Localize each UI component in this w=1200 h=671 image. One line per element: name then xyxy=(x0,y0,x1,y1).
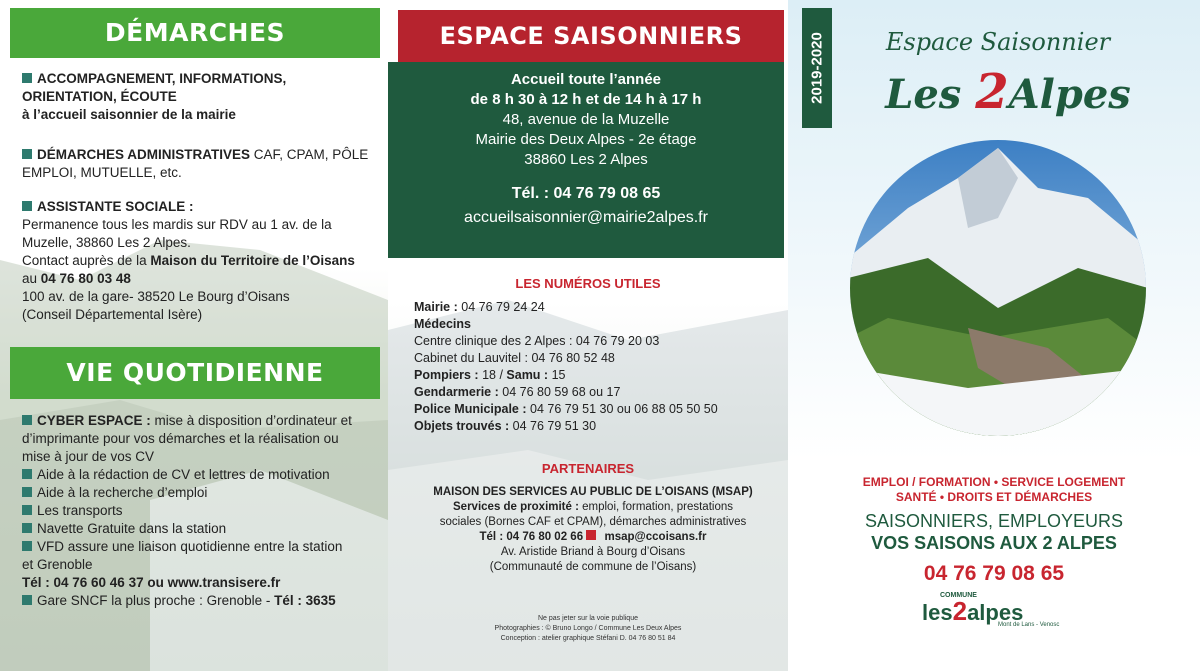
cover-phone: 04 76 79 08 65 xyxy=(923,562,1065,585)
assistante-block: ASSISTANTE SOCIALE : Permanence tous les mardis sur RDV au 1 av. de la Muzelle, 38860 Les 2 Alpes. Contact auprès de la Maison du Territoire de l’Oisans au 04 76 80 03 48 100 av. de la gare- 38520 Le Bourg d’Oisans (Conseil Départemental Isère) xyxy=(22,199,355,322)
numeros-utiles-list: Mairie : 04 76 79 24 24 Médecins Centre clinique des 2 Alpes : 04 76 79 20 03 Cabinet du Lauvitel : 04 76 80 52 48 Pompiers : 18 / Samu : 15 Gendarmerie : 04 76 80 59 68 ou 17 Police Municipale : 04 76 79 51 30 ou 06 88 05 50 50 Objets trouvés : 04 76 79 51 30 xyxy=(414,300,718,433)
espace-saisonniers-banner: ESPACE SAISONNIERS xyxy=(398,10,784,62)
credits: Ne pas jeter sur la voie publique Photographies : © Bruno Longo / Commune Les Deux Alpes Conception : atelier graphique Stéfani D. 04 76 80 51 84 xyxy=(494,615,682,642)
bullet-square-icon xyxy=(22,149,32,159)
bullet-square-icon xyxy=(22,541,32,551)
partenaires-block: MAISON DES SERVICES AU PUBLIC DE L’OISANS (MSAP) Services de proximité : emploi, formation, prestations sociales (Bornes CAF et CPAM), démarches administratives Tél : 04 76 80 02 66 msap@ccoisans.fr Av. Aristide Briand à Bourg d’Oisans (Communauté de commune de l’Oisans) xyxy=(433,486,753,573)
demarches-banner: DÉMARCHES xyxy=(10,8,380,58)
mountain-photo-circle xyxy=(848,138,1148,438)
cover-services-line2: SANTÉ • DROITS ET DÉMARCHES xyxy=(895,490,1093,504)
panel-cover xyxy=(788,0,1200,671)
email-link[interactable]: accueilsaisonnier@mairie2alpes.fr xyxy=(464,209,708,226)
vie-quotidienne-block: CYBER ESPACE : mise à disposition d’ordinateur et d’imprimante pour vos démarches et la réalisation ou mise à jour de vos CV Aide à la rédaction de CV et lettres de motivation Aide à la recherche d’emploi Les transports Navette Gratuite dans la station VFD assure une liaison quotidienne entre la station et Grenoble Tél : 04 76 60 46 37 ou www.transisere.fr Gare SNCF la plus proche : Grenoble - Tél : 3635 xyxy=(22,413,352,608)
cover-services-line1: EMPLOI / FORMATION • SERVICE LOGEMENT xyxy=(862,475,1126,489)
accompagnement-block: ACCOMPAGNEMENT, INFORMATIONS, ORIENTATION, ÉCOUTE à l’accueil saisonnier de la mairie xyxy=(22,71,287,122)
bullet-square-icon xyxy=(22,415,32,425)
cover-logo: Les 2Alpes xyxy=(885,64,1131,120)
cover-title: Espace Saisonnier xyxy=(885,28,1111,56)
panel-demarches xyxy=(0,0,388,671)
numeros-utiles-title: LES NUMÉROS UTILES xyxy=(515,276,661,291)
cover-subtitle-2: VOS SAISONS AUX 2 ALPES xyxy=(871,533,1117,553)
two-logo-icon: 2 xyxy=(952,596,968,626)
bullet-square-icon xyxy=(22,523,32,533)
contact-box: Accueil toute l’année de 8 h 30 à 12 h et de 14 h à 17 h 48, avenue de la Muzelle Mairie des Deux Alpes - 2e étage 38860 Les 2 Alpes Tél. : 04 76 79 08 65 accueilsaisonnier@mairie2alpes.fr xyxy=(388,62,784,258)
bullet-square-icon xyxy=(22,201,32,211)
panel-espace-saisonniers xyxy=(388,0,788,671)
partenaires-title: PARTENAIRES xyxy=(541,461,635,476)
vie-quotidienne-banner: VIE QUOTIDIENNE xyxy=(10,347,380,399)
bullet-square-icon xyxy=(22,595,32,605)
admin-block: DÉMARCHES ADMINISTRATIVES CAF, CPAM, PÔLE EMPLOI, MUTUELLE, etc. xyxy=(22,147,369,180)
cover-subtitle-1: SAISONNIERS, EMPLOYEURS xyxy=(864,511,1124,531)
bullet-square-icon xyxy=(586,530,596,540)
bullet-square-icon xyxy=(22,469,32,479)
bullet-square-icon xyxy=(22,487,32,497)
bullet-square-icon xyxy=(22,505,32,515)
year-ribbon: 2019-2020 xyxy=(802,8,832,128)
commune-logo: COMMUNE les2alpes Mont de Lans - Venosc xyxy=(922,592,1060,628)
bullet-square-icon xyxy=(22,73,32,83)
